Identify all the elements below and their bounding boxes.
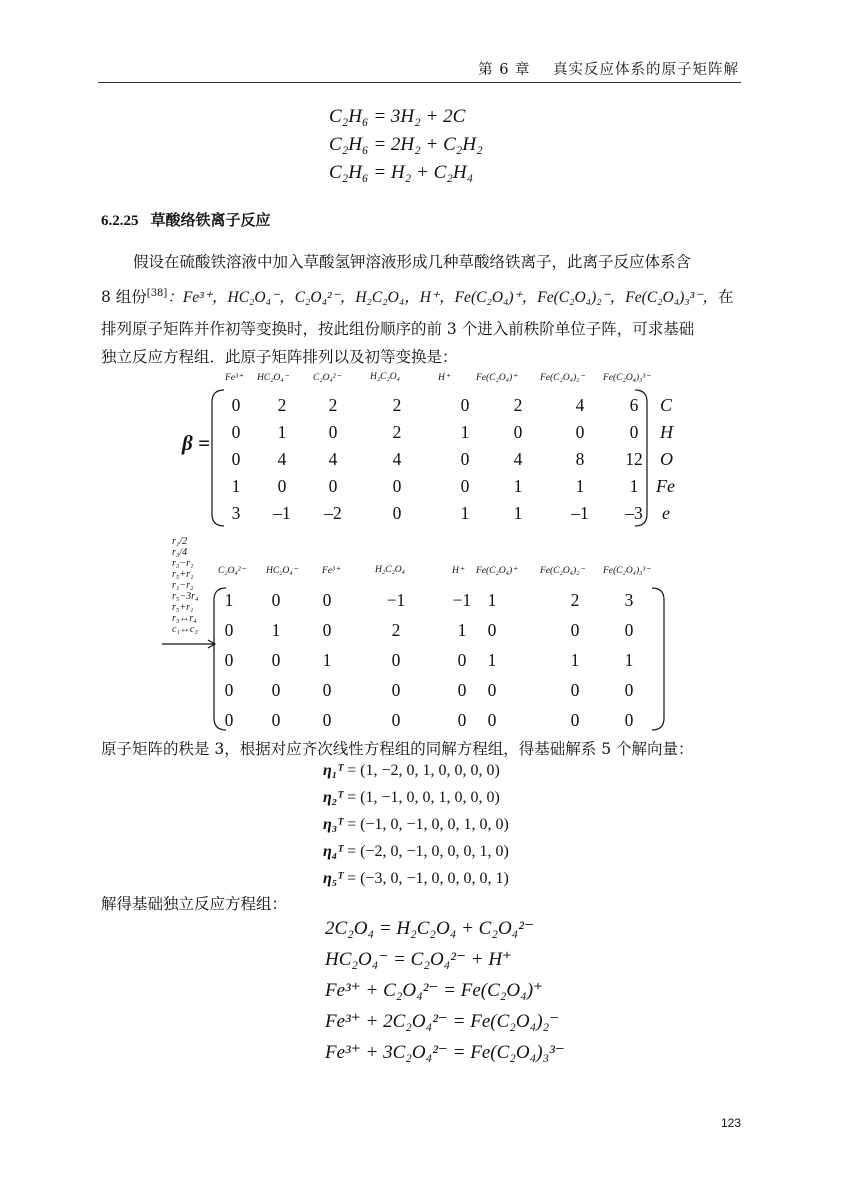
m1-cell: 4	[328, 449, 338, 469]
m2-cell: 0	[570, 620, 580, 640]
m1-cell: 2	[277, 395, 287, 415]
m1-cell: 8	[575, 449, 585, 469]
m2-cell: 1	[487, 650, 497, 670]
m1-cell: 0	[277, 476, 287, 496]
m1-cell: 6	[629, 395, 639, 415]
final-equation-4: Fe³⁺ + 2C₂O₄²⁻ = Fe(C₂O₄)₂⁻	[325, 1011, 560, 1032]
m1-cell: 4	[575, 395, 585, 415]
m2-cell: 0	[457, 680, 467, 700]
m2-cell: 0	[322, 680, 332, 700]
m1-cell: 1	[513, 476, 523, 496]
operation: r₃↔r₄	[172, 613, 197, 624]
vector-value: = (1, −2, 0, 1, 0, 0, 0, 0)	[347, 762, 500, 779]
m2-cell: −1	[386, 590, 406, 610]
m1-col-header: Fe³⁺	[225, 373, 243, 383]
m2-cell: 1	[457, 620, 467, 640]
operation: c₁↔c₃	[172, 624, 198, 635]
m2-col-header: Fe³⁺	[322, 566, 340, 576]
m2-cell: 0	[322, 710, 332, 730]
m2-col-header: H⁺	[452, 566, 464, 576]
solution-vector	[323, 843, 509, 861]
vector-label: η₂ᵀ	[323, 789, 344, 806]
m1-cell: 1	[629, 476, 639, 496]
operation: r₅−3r₄	[172, 591, 199, 602]
m2-cell: 0	[457, 710, 467, 730]
m2-cell: 2	[570, 590, 580, 610]
m2-col-header: HC₂O₄⁻	[266, 566, 298, 576]
m1-cell: 0	[575, 422, 585, 442]
para3: 解得基础独立反应方程组：	[101, 895, 288, 913]
vector-value: = (−1, 0, −1, 0, 0, 1, 0, 0)	[347, 816, 509, 833]
final-equation-3: Fe³⁺ + C₂O₄²⁻ = Fe(C₂O₄)⁺	[325, 980, 544, 1001]
m2-cell: 0	[271, 680, 281, 700]
m1-cell: 0	[231, 395, 241, 415]
para2: 原子矩阵的秩是 3，根据对应齐次线性方程组的同解方程组，得基础解系 5 个解向量：	[101, 740, 694, 758]
m1-col-header: H⁺	[438, 373, 450, 383]
operation: r₅+r₁	[172, 602, 194, 613]
m1-cell: 0	[231, 422, 241, 442]
m2-cell: 0	[457, 650, 467, 670]
section-title: 草酸络铁离子反应	[150, 211, 271, 229]
m1-cell: 1	[513, 503, 523, 523]
m2-cell: 0	[271, 710, 281, 730]
m2-cell: 0	[570, 680, 580, 700]
para1-line2	[101, 285, 734, 307]
top-equation-2: C₂H₆ = 2H₂ + C₂H₂	[329, 134, 483, 155]
m1-cell: 0	[513, 422, 523, 442]
para1-line4: 独立反应方程组．此原子矩阵排列以及初等变换是：	[101, 348, 458, 366]
m1-cell: 1	[460, 503, 470, 523]
operation: r₁/2	[172, 536, 188, 547]
m2-right-bracket	[650, 586, 670, 732]
m2-col-header: Fe(C₂O₄)₃³⁻	[603, 566, 651, 576]
m2-cell: 0	[224, 650, 234, 670]
m1-col-header: C₂O₄²⁻	[313, 373, 341, 383]
header-title: 真实反应体系的原子矩阵解	[553, 62, 739, 78]
m1-cell: 1	[575, 476, 585, 496]
m1-cell: 4	[513, 449, 523, 469]
m1-cell: 2	[328, 395, 338, 415]
header-rule	[98, 82, 741, 83]
running-header	[478, 58, 739, 79]
m1-cell: 0	[328, 476, 338, 496]
m2-cell: 0	[322, 620, 332, 640]
header-chapter: 第 6 章	[478, 62, 531, 78]
m2-cell: 0	[570, 710, 580, 730]
m1-element-label: C	[660, 395, 673, 415]
para1-line3: 排列原子矩阵并作初等变换时，按此组份顺序的前 3 个进入前秩阶单位子阵，可求基础	[101, 320, 695, 338]
m1-cell: –2	[324, 503, 342, 523]
operation: r₃/4	[172, 547, 188, 558]
final-equation-1: 2C₂O₄ = H₂C₂O₄ + C₂O₄²⁻	[325, 918, 535, 939]
m1-cell: 4	[277, 449, 287, 469]
m1-cell: 0	[629, 422, 639, 442]
m1-cell: 4	[392, 449, 402, 469]
m1-element-label: O	[660, 449, 673, 469]
m2-cell: 3	[624, 590, 634, 610]
m1-cell: 1	[231, 476, 241, 496]
top-equation-1: C₂H₆ = 3H₂ + 2C	[329, 106, 466, 127]
m1-col-header: Fe(C₂O₄)₃³⁻	[603, 373, 651, 383]
m2-cell: 0	[271, 590, 281, 610]
para1-line2-prefix: 8 组份	[101, 288, 147, 306]
m2-col-header: H₂C₂O₄	[375, 565, 405, 575]
final-equation-2: HC₂O₄⁻ = C₂O₄²⁻ + H⁺	[325, 949, 513, 970]
section-heading	[101, 209, 271, 230]
m2-cell: 1	[624, 650, 634, 670]
m1-cell: 0	[231, 449, 241, 469]
citation: [38]	[146, 287, 168, 299]
m1-cell: 0	[392, 503, 402, 523]
m2-cell: 1	[487, 590, 497, 610]
m2-cell: 1	[322, 650, 332, 670]
page-number: 123	[721, 1116, 742, 1130]
m1-cell: 0	[392, 476, 402, 496]
m1-cell: 12	[625, 449, 643, 469]
m2-cell: 2	[391, 620, 401, 640]
m2-cell: 1	[570, 650, 580, 670]
vector-label: η₄ᵀ	[323, 843, 344, 860]
final-equation-5: Fe³⁺ + 3C₂O₄²⁻ = Fe(C₂O₄)₃³⁻	[325, 1042, 565, 1063]
m1-cell: –3	[625, 503, 643, 523]
m1-cell: 0	[460, 476, 470, 496]
top-equation-3: C₂H₆ = H₂ + C₂H₄	[329, 162, 474, 183]
m2-col-header: Fe(C₂O₄)⁺	[476, 566, 518, 576]
m2-cell: 0	[224, 680, 234, 700]
m2-col-header: C₂O₄²⁻	[218, 566, 246, 576]
m1-cell: 1	[460, 422, 470, 442]
solution-vector	[323, 816, 509, 834]
operation: r₁−r₂	[172, 580, 194, 591]
m2-cell: 0	[322, 590, 332, 610]
solution-vector	[323, 870, 509, 888]
m1-cell: –1	[571, 503, 589, 523]
m2-cell: 0	[624, 680, 634, 700]
m2-cell: 0	[224, 710, 234, 730]
m1-cell: 1	[277, 422, 287, 442]
m1-col-header: H₂C₂O₄	[370, 372, 400, 382]
m1-cell: 2	[513, 395, 523, 415]
m2-col-header: Fe(C₂O₄)₂⁻	[540, 566, 585, 576]
m1-cell: 0	[328, 422, 338, 442]
vector-label: η₅ᵀ	[323, 870, 344, 887]
para1-line1: 假设在硫酸铁溶液中加入草酸氢钾溶液形成几种草酸络铁离子，此离子反应体系含	[133, 253, 692, 271]
m1-cell: 2	[392, 422, 402, 442]
m1-cell: –1	[273, 503, 291, 523]
m2-cell: 1	[224, 590, 234, 610]
operation: r₅+r₁	[172, 569, 194, 580]
vector-value: = (1, −1, 0, 0, 1, 0, 0, 0)	[347, 789, 500, 806]
para1-line2-suffix: 在	[718, 288, 734, 306]
m1-element-label: e	[662, 503, 670, 523]
m1-cell: 0	[460, 395, 470, 415]
m1-element-label: H	[660, 422, 673, 442]
m1-cell: 2	[392, 395, 402, 415]
m1-cell: 0	[460, 449, 470, 469]
operation: r₃−r₁	[172, 558, 194, 569]
m2-cell: 0	[624, 710, 634, 730]
m2-cell: 1	[271, 620, 281, 640]
m1-cell: 3	[231, 503, 241, 523]
vector-value: = (−2, 0, −1, 0, 0, 0, 1, 0)	[347, 843, 509, 860]
vector-label: η₁ᵀ	[323, 762, 344, 779]
m2-cell: −1	[452, 590, 472, 610]
m1-col-header: HC₂O₄⁻	[257, 373, 289, 383]
solution-vector	[323, 762, 500, 780]
m2-cell: 0	[391, 710, 401, 730]
m2-cell: 0	[224, 620, 234, 640]
m2-cell: 0	[487, 620, 497, 640]
vector-label: η₃ᵀ	[323, 816, 344, 833]
solution-vector	[323, 789, 500, 807]
m1-element-label: Fe	[656, 476, 675, 496]
m2-cell: 0	[487, 680, 497, 700]
m2-cell: 0	[391, 650, 401, 670]
m1-col-header: Fe(C₂O₄)₂⁻	[540, 373, 585, 383]
m2-cell: 0	[624, 620, 634, 640]
m1-col-header: Fe(C₂O₄)⁺	[476, 373, 518, 383]
beta-symbol: β =	[182, 431, 210, 455]
m2-cell: 0	[391, 680, 401, 700]
m2-cell: 0	[487, 710, 497, 730]
species-list: ：Fe³⁺，HC₂O₄⁻，C₂O₄²⁻，H₂C₂O₄，H⁺，Fe(C₂O₄)⁺，Fe(C₂O₄)₂⁻，Fe(C₂O₄)₃³⁻，	[167, 289, 719, 306]
vector-value: = (−3, 0, −1, 0, 0, 0, 0, 1)	[347, 870, 509, 887]
m2-cell: 0	[271, 650, 281, 670]
section-number: 6.2.25	[101, 213, 139, 229]
